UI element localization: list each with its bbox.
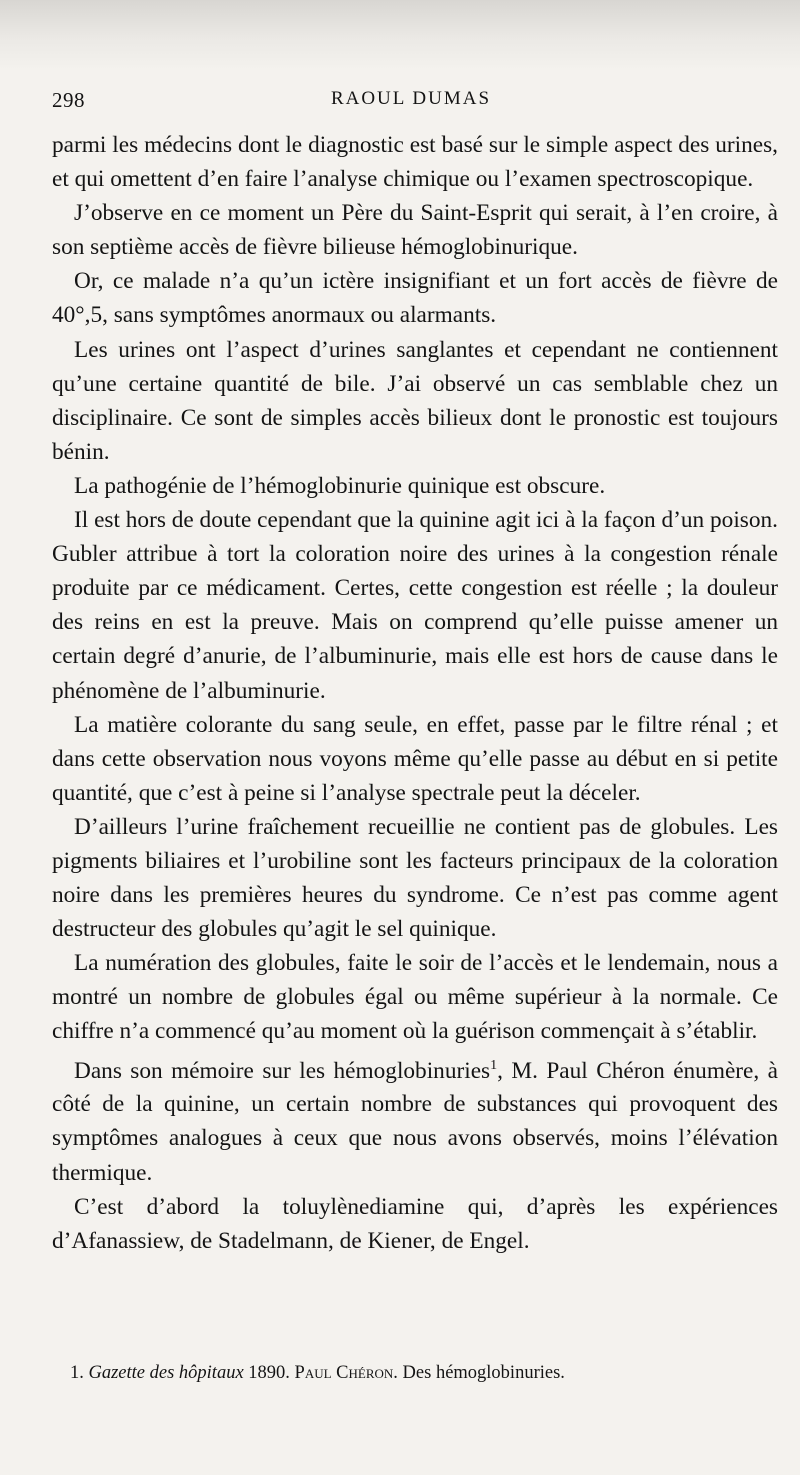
footnote-marker: 1 <box>490 1057 498 1073</box>
footnote-number: 1. <box>70 1363 84 1383</box>
paragraph: La pathogénie de l’hémoglobinurie quinique est obscure. <box>74 472 606 499</box>
footnote <box>52 1361 778 1385</box>
running-head <box>52 88 770 116</box>
paragraph: J’observe en ce moment un Père du Saint-Esprit qui serait, à l’en croire, à son septième accès de fièvre bilieuse hémoglobinurique. <box>52 200 778 261</box>
paragraph-text: Dans son mémoire sur les hémoglobinuries <box>74 1057 491 1084</box>
footnote-title: Des hémoglobinuries. <box>402 1363 565 1383</box>
body-text <box>52 128 778 1258</box>
paragraph-text: , M. Paul Chéron énumère, à côté de la quinine, un certain nombre de substances qui provoquent des symptômes analogues à ceux que nous avons observés, moins l’élévation thermique. <box>52 1057 778 1186</box>
paragraph: La matière colorante du sang seule, en effet, passe par le filtre rénal ; et dans cette observation nous voyons même qu’elle passe au début en si petite quantité, que c’est à peine si l’analyse spectrale peut la déceler. <box>52 711 778 806</box>
paragraph <box>52 1049 778 1190</box>
footnote-journal: Gazette des hôpitaux <box>88 1363 244 1383</box>
paragraph: parmi les médecins dont le diagnostic est basé sur le simple aspect des urines, et qui omettent d’en faire l’analyse chimique ou l’examen spectroscopique. <box>52 132 778 193</box>
page-number: 298 <box>52 88 85 112</box>
scan-shadow <box>0 0 800 70</box>
footnote-year: 1890. <box>248 1363 290 1383</box>
running-title: RAOUL DUMAS <box>330 88 492 109</box>
paragraph: Or, ce malade n’a qu’un ictère insignifiant et un fort accès de fièvre de 40°,5, sans symptômes anormaux ou alarmants. <box>52 268 778 329</box>
footnote-author: Paul Chéron. <box>294 1363 398 1383</box>
paragraph: C’est d’abord la toluylènediamine qui, d’après les expériences d’Afanassiew, de Stadelmann, de Kiener, de Engel. <box>52 1193 778 1254</box>
paragraph: D’ailleurs l’urine fraîchement recueillie ne contient pas de globules. Les pigments biliaires et l’urobiline sont les facteurs principaux de la coloration noire dans les premières heures du syndrome. Ce n’est pas comme agent destructeur des globules qu’agit le sel quinique. <box>52 813 778 943</box>
paragraph: Les urines ont l’aspect d’urines sanglantes et cependant ne contiennent qu’une certaine quantité de bile. J’ai observé un cas semblable chez un disciplinaire. Ce sont de simples accès bilieux dont le pronostic est toujours bénin. <box>52 336 778 465</box>
paragraph: Il est hors de doute cependant que la quinine agit ici à la façon d’un poison. Gubler attribue à tort la coloration noire des urines à la congestion rénale produite par ce médicament. Certes, cette congestion est réelle ; la douleur des reins en est la preuve. Mais on comprend qu’elle puisse amener un certain degré d’anurie, de l’albuminurie, mais elle est hors de cause dans le phénomène de l’albuminurie. <box>52 507 778 704</box>
paragraph: La numération des globules, faite le soir de l’accès et le lendemain, nous a montré un nombre de globules égal ou même supérieur à la normale. Ce chiffre n’a commencé qu’au moment où la guérison commençait à s’établir. <box>52 950 778 1045</box>
